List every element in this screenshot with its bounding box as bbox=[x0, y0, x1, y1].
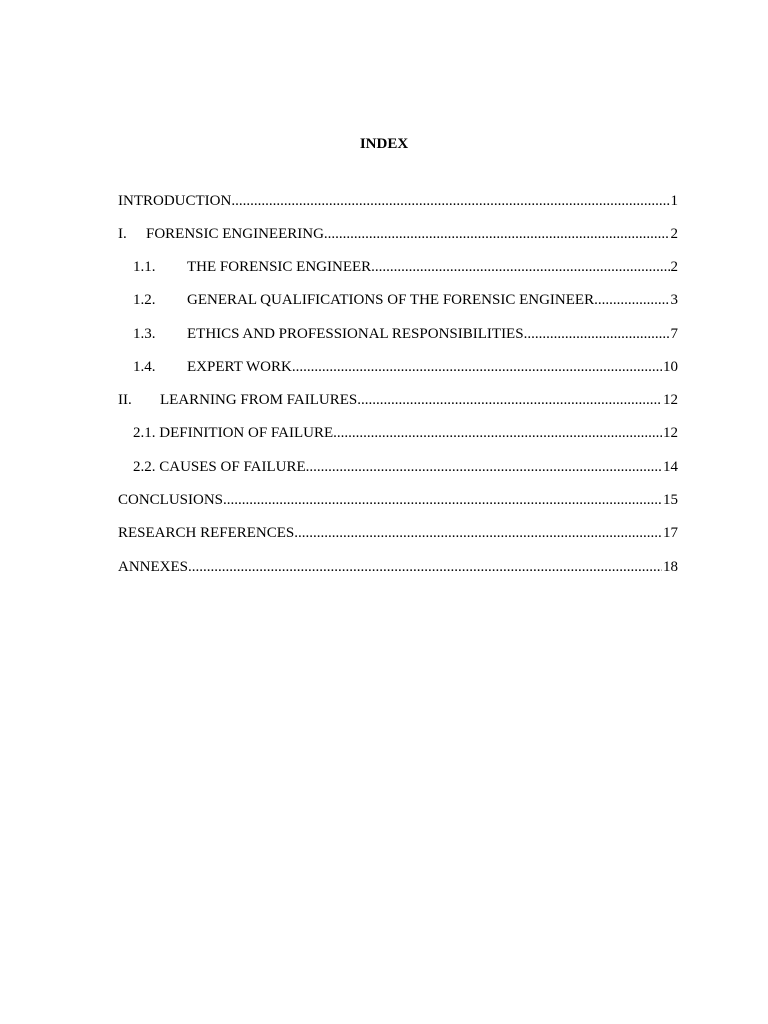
toc-entry-label: ANNEXES bbox=[118, 559, 188, 575]
dot-leader bbox=[357, 391, 662, 409]
toc-entry-conclusions[interactable] bbox=[118, 491, 678, 509]
toc-entry-research-references[interactable] bbox=[118, 524, 678, 542]
toc-entry-page: 3 bbox=[670, 292, 678, 308]
toc-entry-page: 1 bbox=[670, 193, 678, 209]
toc-entry-label: CONCLUSIONS bbox=[118, 492, 224, 508]
toc-entry-page: 2 bbox=[670, 226, 678, 242]
toc-entry-learning-from-failures[interactable] bbox=[118, 391, 678, 409]
toc-entry-page: 10 bbox=[663, 359, 678, 375]
toc-entry-ethics[interactable] bbox=[133, 325, 678, 343]
toc-entry-number: 1.3. bbox=[133, 326, 156, 342]
dot-leader bbox=[524, 325, 670, 343]
dot-leader bbox=[333, 424, 662, 442]
toc-entry-label: THE FORENSIC ENGINEER bbox=[187, 259, 372, 275]
toc-entry-label: LEARNING FROM FAILURES bbox=[160, 392, 358, 408]
toc-entry-page: 18 bbox=[663, 559, 678, 575]
dot-leader bbox=[223, 491, 662, 509]
page-title: INDEX bbox=[359, 136, 409, 152]
toc-entry-label: INTRODUCTION bbox=[118, 193, 232, 209]
toc-entry-causes-of-failure[interactable] bbox=[133, 458, 678, 476]
toc-entry-forensic-engineering[interactable] bbox=[118, 225, 678, 243]
toc-entry-label: ETHICS AND PROFESSIONAL RESPONSIBILITIES bbox=[187, 326, 524, 342]
toc-entry-the-forensic-engineer[interactable] bbox=[133, 258, 678, 276]
toc-entry-number: II. bbox=[118, 392, 132, 408]
toc-entry-page: 14 bbox=[663, 459, 678, 475]
toc-entry-label: RESEARCH REFERENCES bbox=[118, 525, 295, 541]
toc-entry-label: 2.1. DEFINITION OF FAILURE bbox=[133, 425, 334, 441]
toc-entry-page: 17 bbox=[663, 525, 678, 541]
toc-entry-introduction[interactable] bbox=[118, 192, 678, 210]
toc-entry-number: I. bbox=[118, 226, 127, 242]
dot-leader bbox=[306, 458, 662, 476]
toc-entry-label: 2.2. CAUSES OF FAILURE bbox=[133, 459, 306, 475]
dot-leader bbox=[324, 225, 670, 243]
toc-entry-number: 1.2. bbox=[133, 292, 156, 308]
dot-leader bbox=[292, 358, 662, 376]
toc-entry-page: 12 bbox=[663, 425, 678, 441]
toc-entry-label: GENERAL QUALIFICATIONS OF THE FORENSIC ENGINEER bbox=[187, 292, 595, 308]
dot-leader bbox=[294, 524, 662, 542]
toc-entry-annexes[interactable] bbox=[118, 558, 678, 576]
dot-leader bbox=[231, 192, 669, 210]
toc-entry-number: 1.4. bbox=[133, 359, 156, 375]
dot-leader bbox=[188, 558, 662, 576]
toc-entry-page: 2 bbox=[670, 259, 678, 275]
toc-entry-label: FORENSIC ENGINEERING bbox=[146, 226, 324, 242]
toc-entry-page: 15 bbox=[663, 492, 678, 508]
dot-leader bbox=[594, 291, 669, 309]
dot-leader bbox=[371, 258, 669, 276]
toc-entry-label: EXPERT WORK bbox=[187, 359, 292, 375]
toc-entry-definition-of-failure[interactable] bbox=[133, 424, 678, 442]
toc-entry-general-qualifications[interactable] bbox=[133, 291, 678, 309]
toc-entry-page: 12 bbox=[663, 392, 678, 408]
toc-entry-expert-work[interactable] bbox=[133, 358, 678, 376]
toc-entry-page: 7 bbox=[670, 326, 678, 342]
toc-entry-number: 1.1. bbox=[133, 259, 156, 275]
